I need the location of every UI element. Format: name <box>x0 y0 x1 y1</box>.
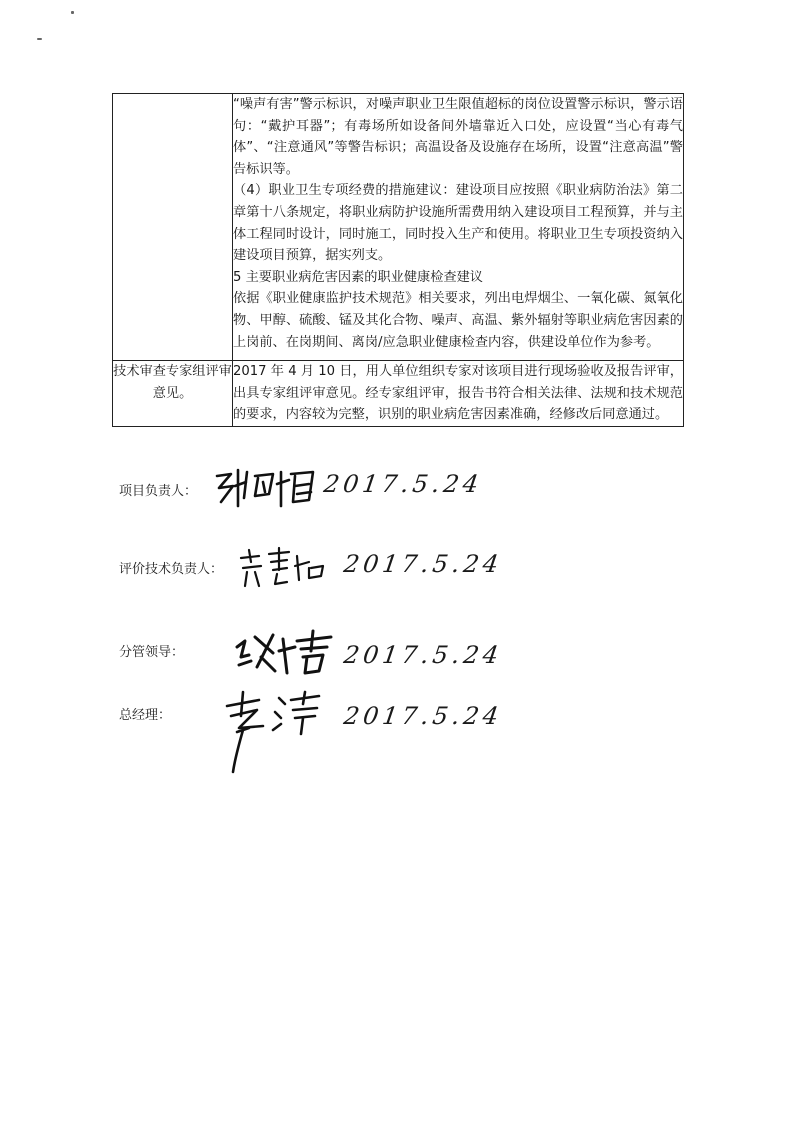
scan-speck <box>71 11 74 14</box>
handwritten-signature <box>211 464 321 514</box>
signature-date: 2017.5.24 <box>342 550 505 578</box>
signature-date: 2017.5.24 <box>342 641 505 669</box>
health-check-paragraph: 依据《职业健康监护技术规范》相关要求，列出电焊烟尘、一氧化碳、氮氧化物、甲醇、硫酸、锰及其化合物、噪声、高温、紫外辐射等职业病危害因素的上岗前、在岗期间、离岗/应急职业健康检查内容，供建设单位作为参考。 <box>233 291 683 350</box>
content-row <box>113 94 684 361</box>
review-row <box>113 361 684 427</box>
content-label-cell <box>113 94 233 361</box>
handwritten-signature <box>231 627 341 679</box>
scan-speck <box>37 38 42 40</box>
review-opinion-cell: 2017 年 4 月 10 日，用人单位组织专家对该项目进行现场验收及报告评审，出具专家组评审意见。经专家组评审，报告书符合相关法律、法规和技术规范的要求，内容较为完整，识别的职业病危害因素准确，经修改后同意通过。 <box>233 361 684 427</box>
signature-label: 总经理： <box>119 708 172 723</box>
signature-label: 评价技术负责人： <box>119 562 224 577</box>
review-table <box>112 93 684 427</box>
funding-paragraph: （4）职业卫生专项经费的措施建议：建设项目应按照《职业病防治法》第二章第十八条规定，将职业病防护设施所需费用纳入建设项目工程预算，并与主体工程同时设计，同时施工，同时投入生产和使用。将职业卫生专项投资纳入建设项目预算，据实列支。 <box>233 183 683 264</box>
signature-date: 2017.5.24 <box>322 470 485 498</box>
warning-signs-paragraph: “噪声有害”警示标识，对噪声职业卫生限值超标的岗位设置警示标识，警示语句：“戴护耳器”；有毒场所如设备间外墙靠近入口处，应设置“当心有毒气体”、“注意通风”等警告标识；高温设备及设施存在场所，设置“注意高温”警告标识等。 <box>233 97 683 177</box>
signature-row-technical-lead <box>119 544 505 604</box>
content-cell <box>233 94 684 361</box>
handwritten-signature <box>219 688 329 780</box>
signature-label: 项目负责人： <box>119 484 198 499</box>
signature-row-deputy <box>119 627 505 687</box>
review-label-cell: 技术审查专家组评审意见。 <box>113 361 233 427</box>
signature-date: 2017.5.24 <box>342 702 505 730</box>
handwritten-signature <box>237 542 332 592</box>
signature-row-general-manager <box>119 690 505 750</box>
signature-label: 分管领导： <box>119 645 185 660</box>
health-check-heading: 5 主要职业病危害因素的职业健康检查建议 <box>233 269 483 285</box>
signature-row-project-lead <box>119 466 485 526</box>
